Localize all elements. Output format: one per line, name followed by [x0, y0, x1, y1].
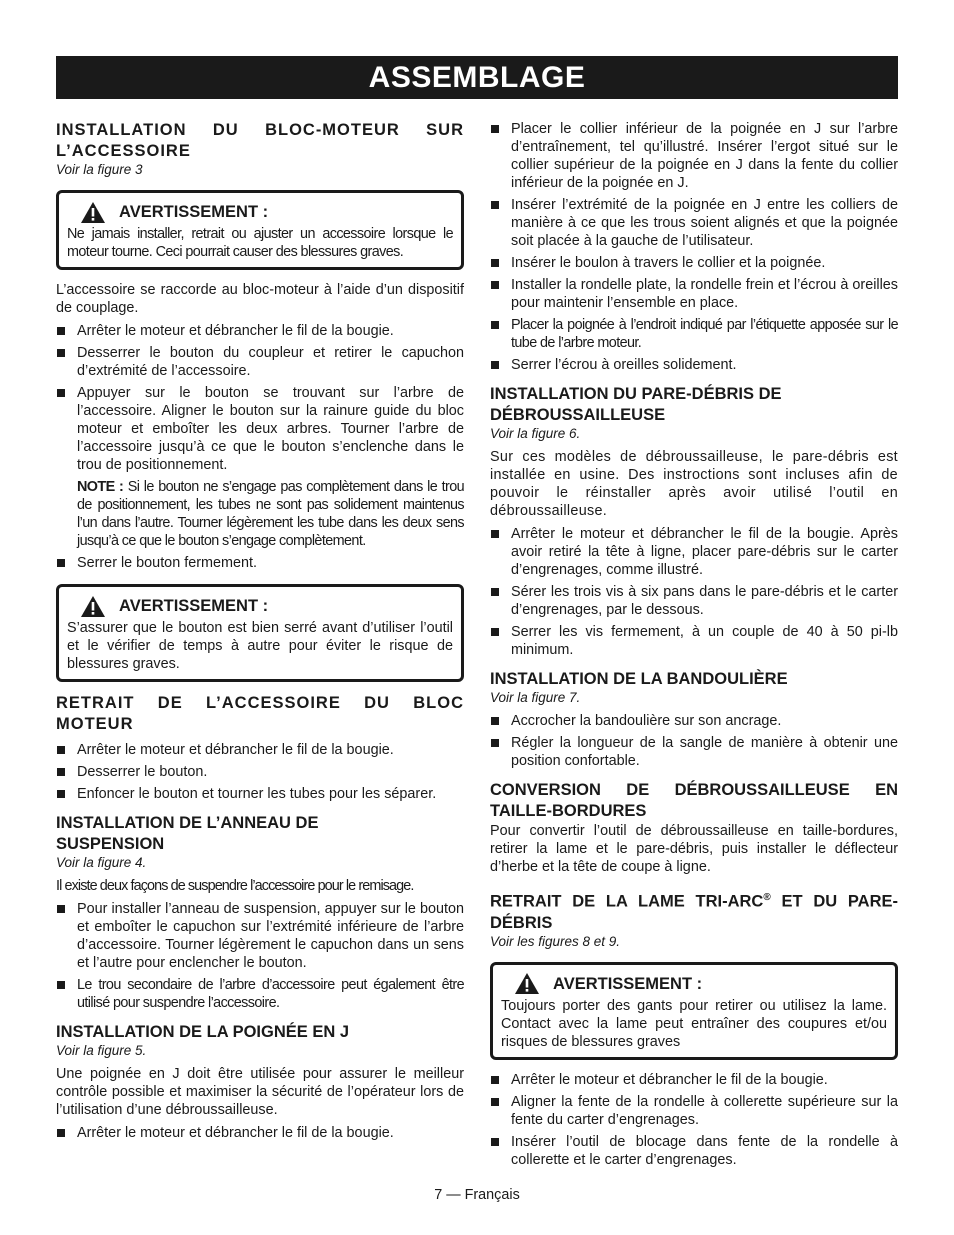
paragraph: Il existe deux façons de suspendre l’accessoire pour le remisage. [56, 878, 414, 894]
bullet-list [490, 712, 898, 770]
bullet-square-icon [57, 327, 65, 335]
note-label: NOTE : [77, 479, 124, 495]
paragraph: Une poignée en J doit être utilisée pour assurer le meilleur contrôle possible et maximiser la sécurité de l’opérateur lors de l’utilisation d’une débroussailleuse. [56, 1066, 464, 1118]
figure-ref: Voir la figure 5. [56, 1043, 147, 1058]
bullet-square-icon [57, 389, 65, 397]
section-title-lame-tri-arc: RETRAIT DE LA LAME TRI-ARC® ET DU PARE-DÉBRIS [490, 892, 899, 932]
section-title-conversion: CONVERSION DE DÉBROUSSAILLEUSE EN TAILLE-BORDURES [490, 781, 898, 820]
bullet-list [56, 554, 464, 572]
list-item: Insérer l’outil de blocage dans fente de la rondelle à collerette et le carter d’engrenages. [490, 1133, 898, 1169]
list-item: Arrêter le moteur et débrancher le fil de la bougie. [56, 741, 464, 759]
warning-box [490, 962, 898, 1060]
warning-title: AVERTISSEMENT : [553, 974, 703, 993]
section-title-anneau-suspension: INSTALLATION DE L’ANNEAU DE SUSPENSION [56, 814, 319, 853]
figure-ref: Voir la figure 7. [490, 690, 581, 705]
bullet-square-icon [491, 281, 499, 289]
page-banner: ASSEMBLAGE [56, 56, 898, 99]
warning-box [56, 190, 464, 270]
bullet-square-icon [491, 1138, 499, 1146]
bullet-square-icon [491, 530, 499, 538]
page-footer: 7 — Français [434, 1187, 520, 1203]
section-title-pare-debris: INSTALLATION DU PARE-DÉBRIS DE DÉBROUSSAILLEUSE [490, 385, 782, 424]
list-item: Appuyer sur le bouton se trouvant sur l’arbre de l’accessoire. Aligner le bouton sur la rainure guide du bloc moteur et emboîter les deux arbres. Tourner l’arbre de l’accessoire jusqu’à ce que le bouton s’enclenche dans le trou de positionnement. [56, 384, 464, 474]
bullet-list [490, 120, 898, 374]
list-item: Arrêter le moteur et débrancher le fil de la bougie. Après avoir retiré la tête à ligne, placer pare-débris sur le carter d’engrenages, comme illustré. [490, 525, 898, 579]
bullet-list [56, 900, 464, 1012]
list-item: Enfoncer le bouton et tourner les tubes pour les séparer. [56, 785, 464, 803]
list-item: Serrer le bouton fermement. [56, 554, 464, 572]
bullet-square-icon [491, 259, 499, 267]
bullet-square-icon [57, 768, 65, 776]
bullet-square-icon [57, 905, 65, 913]
list-item: Sérer les trois vis à six pans dans le pare-débris et le carter d’engrenages, par le dessous. [490, 583, 898, 619]
list-item: Placer la poignée à l’endroit indiqué par l’étiquette apposée sur le tube de l’arbre moteur. [490, 316, 898, 352]
bullet-square-icon [57, 559, 65, 567]
list-item: Régler la longueur de la sangle de manière à obtenir une position confortable. [490, 734, 898, 770]
warning-title: AVERTISSEMENT : [119, 597, 269, 615]
list-item: Desserrer le bouton. [56, 763, 464, 781]
section-title-poignee-j: INSTALLATION DE LA POIGNÉE EN J [56, 1023, 350, 1041]
bullet-square-icon [57, 790, 65, 798]
list-item: Insérer l’extrémité de la poignée en J entre les colliers de manière à ce que les trous soient alignés et que la poignée soit placée à la gauche de l’utilisateur. [490, 196, 898, 250]
section-title-retrait-accessoire: RETRAIT DE L’ACCESSOIRE DU BLOC MOTEUR [56, 694, 464, 733]
left-column [56, 120, 464, 1146]
warning-triangle-icon [81, 596, 105, 617]
figure-ref: Voir la figure 4. [56, 855, 147, 870]
bullet-square-icon [491, 361, 499, 369]
section-title-bandouliere: INSTALLATION DE LA BANDOULIÈRE [490, 670, 788, 688]
list-item: Serrer les vis fermement, à un couple de 40 à 50 pi-lb minimum. [490, 623, 898, 659]
warning-triangle-icon [515, 973, 539, 994]
bullet-square-icon [491, 321, 499, 329]
right-column [490, 120, 898, 1173]
list-item: Serrer l’écrou à oreilles solidement. [490, 356, 898, 374]
bullet-square-icon [57, 349, 65, 357]
bullet-list [56, 322, 464, 474]
bullet-square-icon [57, 746, 65, 754]
list-item: Placer le collier inférieur de la poignée en J sur l’arbre d’entraînement, tel qu’illustré. Insérer l’ergot situé sur le collier supérieur de la poignée en J dans la fente du collier inférieur de la poignée en J. [490, 120, 898, 192]
list-item: Desserrer le bouton du coupleur et retirer le capuchon d’extrémité de l’accessoire. [56, 344, 464, 380]
bullet-square-icon [491, 1076, 499, 1084]
bullet-square-icon [57, 1129, 65, 1137]
warning-title: AVERTISSEMENT : [119, 203, 269, 221]
figure-ref: Voir les figures 8 et 9. [490, 933, 621, 949]
list-item: Arrêter le moteur et débrancher le fil de la bougie. [490, 1071, 898, 1089]
bullet-list [490, 525, 898, 659]
list-item: Arrêter le moteur et débrancher le fil de la bougie. [56, 1124, 464, 1142]
bullet-square-icon [491, 739, 499, 747]
bullet-square-icon [57, 981, 65, 989]
list-item: Aligner la fente de la rondelle à collerette supérieure sur la fente du carter d’engrenages. [490, 1093, 898, 1129]
warning-box [56, 584, 464, 682]
list-item: Insérer le boulon à travers le collier et la poignée. [490, 254, 898, 272]
bullet-list [56, 741, 464, 803]
list-item: Arrêter le moteur et débrancher le fil de la bougie. [56, 322, 464, 340]
bullet-square-icon [491, 628, 499, 636]
bullet-square-icon [491, 125, 499, 133]
warning-text: S’assurer que le bouton est bien serré avant d’utiliser l’outil et le vérifier de temps à autre pour éviter le risque de blessures graves. [67, 620, 453, 672]
section-title-bloc-moteur: INSTALLATION DU BLOC-MOTEUR SUR L’ACCESSOIRE [56, 121, 464, 160]
list-item: Le trou secondaire de l’arbre d’accessoire peut également être utilisé pour suspendre l’accessoire. [56, 976, 464, 1012]
note-paragraph: NOTE : Si le bouton ne s’engage pas complètement dans le trou de positionnement, les tubes ne sont pas solidement maintenus l’un dans l’autre. Tourner légèrement les tube dans les deux sens jusqu’à ce que le bouton s’engage complètement. [77, 479, 465, 549]
bullet-square-icon [491, 201, 499, 209]
paragraph: L’accessoire se raccorde au bloc-moteur à l’aide d’un dispositif de couplage. [56, 282, 464, 316]
warning-text: Ne jamais installer, retrait ou ajuster un accessoire lorsque le moteur tourne. Ceci pourrait causer des blessures graves. [67, 226, 453, 260]
bullet-list [56, 1124, 464, 1142]
list-item: Pour installer l’anneau de suspension, appuyer sur le bouton et emboîter le capuchon sur l’extrémité inférieure de l’arbre d’accessoire. Tourner légèrement le capuchon dans un sens et l’autre pour enclencher le bouton. [56, 900, 464, 972]
bullet-square-icon [491, 1098, 499, 1106]
paragraph: Sur ces modèles de débroussailleuse, le pare-débris est installée en usine. Des instroctions sont incluses afin de pouvoir le réinstaller après avoir utilisé l’outil en débroussailleuse. [490, 449, 898, 519]
list-item: Installer la rondelle plate, la rondelle frein et l’écrou à oreilles pour maintenir l’ensemble en place. [490, 276, 898, 312]
warning-triangle-icon [81, 202, 105, 223]
paragraph: Pour convertir l’outil de débroussailleuse en taille-bordures, retirer la lame et le pare-débris, puis installer le déflecteur d’herbe et la tête de coupe à ligne. [490, 823, 898, 875]
figure-ref: Voir la figure 6. [490, 426, 581, 441]
bullet-square-icon [491, 588, 499, 596]
warning-text: Toujours porter des gants pour retirer ou utilisez la lame. Contact avec la lame peut entraîner des coupures et/ou risques de blessures graves [501, 997, 887, 1050]
figure-ref: Voir la figure 3 [56, 162, 143, 177]
bullet-list [490, 1071, 898, 1169]
bullet-square-icon [491, 717, 499, 725]
list-item: Accrocher la bandoulière sur son ancrage. [490, 712, 898, 730]
